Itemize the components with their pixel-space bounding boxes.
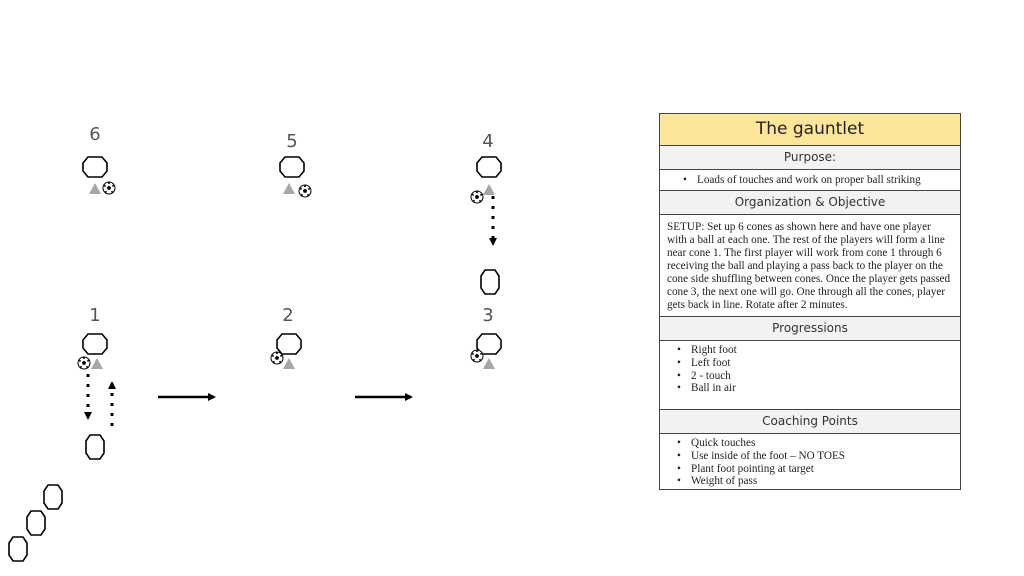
station-label-6: 6	[89, 124, 101, 145]
marker-triangle-icon	[483, 184, 495, 195]
organization-heading: Organization & Objective	[660, 191, 960, 215]
list-item: • Loads of touches and work on proper ball striking	[697, 174, 954, 187]
purpose-heading: Purpose:	[660, 146, 960, 170]
cone-icon	[277, 334, 301, 354]
coaching-points-section	[660, 434, 960, 489]
cone-icon	[280, 157, 304, 177]
purpose-section	[660, 170, 960, 191]
organization-text: SETUP: Set up 6 cones as shown here and have one player with a ball at each one. The rest of the players will form a line near cone 1. The first player will work from cone 1 through 6 receiving the ball and playing a pass back to the player on the cone side shuffling between cones. Once the player gets passed cone 3, the next one will go. One through all the cones, player gets back in line. Rotate after 2 minutes.	[660, 215, 960, 317]
list-item: • Quick touches	[691, 437, 960, 450]
soccer-ball-icon	[299, 185, 311, 197]
station-label-3: 3	[482, 305, 494, 326]
drill-title: The gauntlet	[660, 114, 960, 146]
station-label-2: 2	[282, 305, 294, 326]
coaching-points-heading: Coaching Points	[660, 410, 960, 434]
list-item: • 2 - touch	[691, 370, 960, 383]
list-item: • Weight of pass	[691, 475, 960, 488]
soccer-ball-icon	[471, 350, 483, 362]
cone-icon	[477, 157, 501, 177]
cone-icon	[9, 537, 27, 561]
cone-icon	[86, 435, 104, 459]
list-item: • Left foot	[691, 357, 960, 370]
marker-triangle-icon	[283, 358, 295, 369]
marker-triangle-icon	[91, 358, 103, 369]
cone-icon	[481, 270, 499, 294]
station-label-1: 1	[89, 305, 101, 326]
marker-triangle-icon	[283, 183, 295, 194]
list-item: • Right foot	[691, 344, 960, 357]
soccer-ball-icon	[471, 191, 483, 203]
station-label-5: 5	[286, 131, 298, 152]
session-plan-panel	[659, 113, 961, 490]
station-label-4: 4	[482, 131, 494, 152]
soccer-ball-icon	[271, 352, 283, 364]
list-item: • Use inside of the foot – NO TOES	[691, 450, 960, 463]
cone-icon	[83, 334, 107, 354]
list-item: • Ball in air	[691, 382, 960, 395]
list-item: • Plant foot pointing at target	[691, 463, 960, 476]
progressions-heading: Progressions	[660, 317, 960, 341]
soccer-ball-icon	[78, 357, 90, 369]
progressions-section	[660, 341, 960, 410]
cone-icon	[83, 157, 107, 177]
soccer-ball-icon	[103, 182, 115, 194]
marker-triangle-icon	[89, 183, 101, 194]
cone-icon	[27, 511, 45, 535]
marker-triangle-icon	[483, 358, 495, 369]
cone-icon	[44, 485, 62, 509]
